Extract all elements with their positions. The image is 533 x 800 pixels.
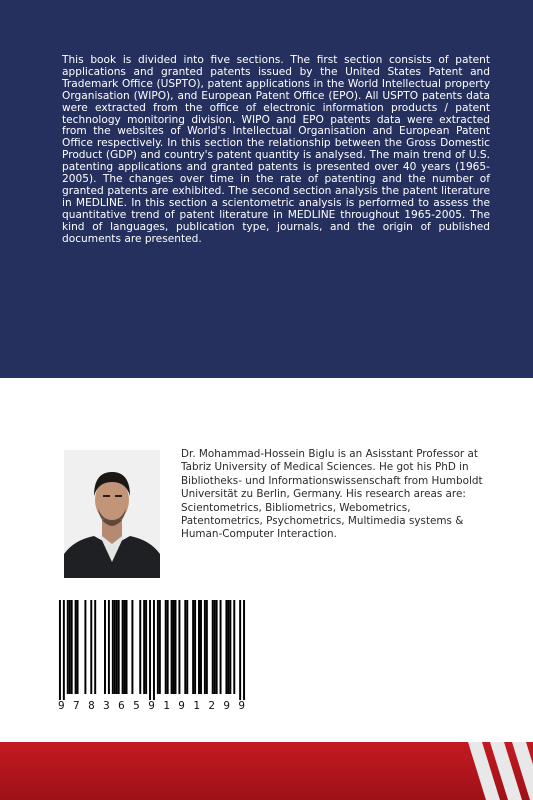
barcode-bar [104,600,106,694]
isbn-digit: 8 [88,699,95,712]
isbn-digit: 9 [178,699,185,712]
barcode-bar [220,600,222,694]
barcode-bar [216,600,218,694]
barcode-bar [165,600,167,694]
barcode-bar [229,600,231,694]
barcode-bar [114,600,116,694]
barcode-bar [173,600,175,694]
barcode-bar [153,600,155,700]
isbn-digits [57,699,247,712]
barcode-bar [149,600,151,700]
barcode-bar [233,600,235,694]
barcode-bar [124,600,126,694]
barcode-bar [225,600,227,694]
barcode-bar [184,600,186,694]
isbn-digit: 9 [238,699,245,712]
barcode-bar [94,600,96,694]
author-portrait-icon [64,450,160,578]
barcode-bar [126,600,128,694]
isbn-digit: 9 [223,699,230,712]
barcode-bar [122,600,124,694]
barcode-bar [227,600,229,694]
bottom-band [0,742,533,800]
barcode-bar [198,600,200,694]
barcode-bar [84,600,86,694]
barcode-bar [167,600,169,694]
barcode-bar [108,600,110,694]
isbn-digit: 1 [163,699,170,712]
barcode-bars [57,600,247,700]
isbn-digit: 6 [118,699,125,712]
isbn-digit: 9 [58,699,65,712]
barcode-bar [239,600,241,700]
barcode-bar [77,600,79,694]
barcode-bar [186,600,188,694]
book-synopsis: This book is divided into five sections. The first section consists of patent applications and granted patents issued by the United States Patent and Trademark Office (USPTO), patent applications in the World Intellectual property Organisation (WIPO), and European Patent Office (EPO). All USPTO patents data were extracted from the office of electronic information products / patent technology monitoring division. WIPO and EPO patents data were extracted from the websites of World's Intellectual Organisation and European Patent Office respectively. In this section the relationship between the Gross Domestic Product (GDP) and country's patent quantity is analysed. The main trend of U.S. patenting applications and granted patents is presented over 40 years (1965-2005). The changes over time in the rate of patenting and the number of granted patents are exhibited. The second section analysis the patent literature in MEDLINE. In this section a scientometric analysis is performed to assess the quantitative trend of patent literature in MEDLINE throughout 1965-2005. The kind of languages, publication type, journals, and the origin of published documents are presented. [62,54,490,245]
barcode-bar [214,600,216,694]
barcode-bar [200,600,202,694]
barcode-bar [71,600,73,694]
decorative-stripes [460,742,533,800]
barcode-bar [75,600,77,694]
synopsis-panel [0,0,533,378]
barcode-bar [243,600,245,700]
barcode-bar [118,600,120,694]
barcode-bar [143,600,145,694]
barcode-bar [90,600,92,694]
barcode-bar [178,600,180,694]
isbn-digit: 1 [193,699,200,712]
barcode-bar [171,600,173,694]
barcode-bar [59,600,61,700]
isbn-barcode [57,600,247,720]
isbn-digit: 3 [103,699,110,712]
barcode-bar [159,600,161,694]
barcode-bar [67,600,69,694]
barcode-bar [175,600,177,694]
isbn-digit: 5 [133,699,140,712]
barcode-bar [157,600,159,694]
author-photo [64,450,160,578]
barcode-bar [112,600,114,694]
barcode-bar [139,600,141,694]
barcode-bar [63,600,65,700]
isbn-digit: 2 [208,699,215,712]
barcode-bar [206,600,208,694]
author-bio: Dr. Mohammad-Hossein Biglu is an Asisstant Professor at Tabriz University of Medical Sciences. He got his PhD in Bibliotheks- und Informationswissenschaft from Humboldt Universität zu Berlin, Germany. His research areas are: Scientometrics, Bibliometrics, Webometrics, Patentometrics, Psychometrics, Multimedia systems & Human-Computer Interaction. [181,448,483,541]
barcode-bar [131,600,133,694]
barcode-bar [192,600,194,694]
isbn-digit: 7 [73,699,80,712]
barcode-bar [116,600,118,694]
barcode-bar [69,600,71,694]
barcode-bar [212,600,214,694]
barcode-bar [194,600,196,694]
isbn-digit: 9 [148,699,155,712]
barcode-bar [145,600,147,694]
barcode-bar [204,600,206,694]
